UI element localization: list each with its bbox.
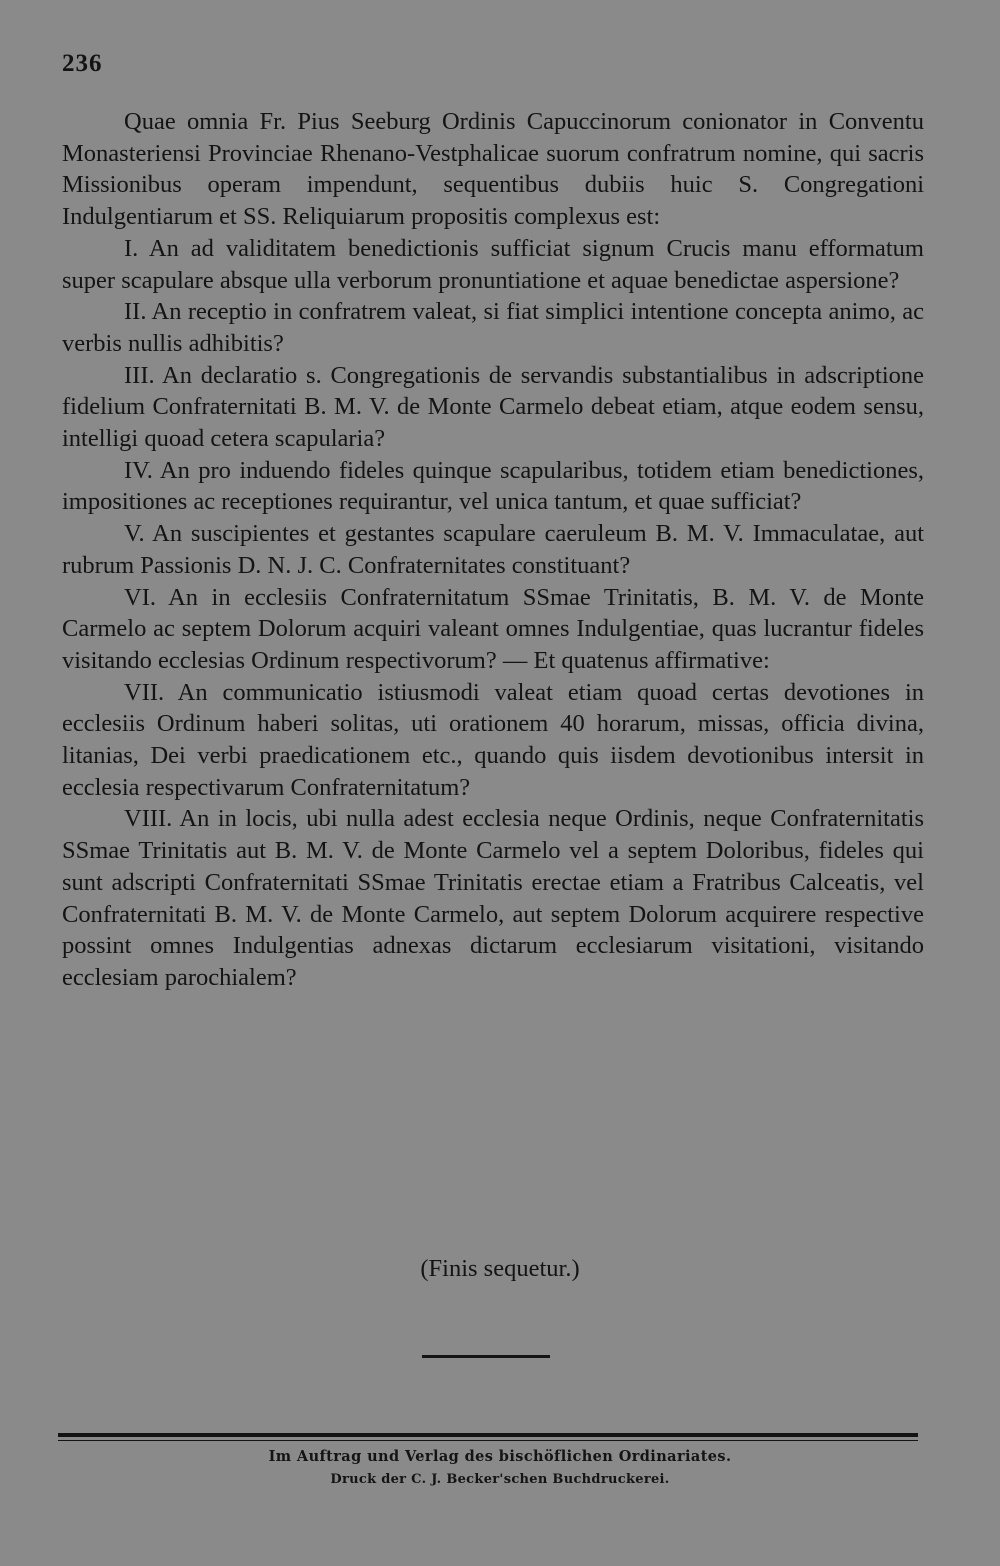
footer-rule-thin (58, 1440, 918, 1441)
closing-note: (Finis sequetur.) (420, 1255, 580, 1282)
question-5-paragraph: V. An suscipientes et gestantes scapulare caeruleum B. M. V. Immaculatae, aut rubrum Passionis D. N. J. C. Confraternitates constituant? (62, 520, 924, 579)
imprint-printer-line: Druck der C. J. Becker'schen Buchdruckerei. (330, 1472, 670, 1487)
body-text (62, 106, 924, 994)
question-3-paragraph: III. An declaratio s. Congregationis de servandis substantialibus in adscriptione fidelium Confraternitati B. M. V. de Monte Carmelo debeat etiam, atque eodem sensu, intelligi quoad cetera scapularia? (62, 361, 924, 453)
question-1-paragraph: I. An ad validitatem benedictionis sufficiat signum Crucis manu efformatum super scapulare absque ulla verborum pronuntiatione et aquae benedictae aspersione? (62, 234, 924, 294)
footer-rule-thick (58, 1433, 918, 1437)
page-number: 236 (62, 50, 103, 77)
question-6-paragraph: VI. An in ecclesiis Confraternitatum SSmae Trinitatis, B. M. V. de Monte Carmelo ac septem Dolorum acquiri valeant omnes Indulgentiae, quas lucrantur fideles visitando ecclesias Ordinum respectivorum? — Et quatenus affirmative: (62, 583, 924, 674)
question-7-paragraph: VII. An communicatio istiusmodi valeat etiam quoad certas devotiones in ecclesiis Ordinum haberi solitas, uti orationem 40 horarum, missas, officia divina, litanias, Dei verbi praedicationem etc., quando quis iisdem devotionibus intersit in ecclesia respectivarum Confraternitatum? (62, 678, 924, 801)
short-divider (422, 1355, 550, 1358)
imprint-publisher-line: Im Auftrag und Verlag des bischöflichen Ordinariates. (268, 1448, 732, 1465)
question-2-paragraph: II. An receptio in confratrem valeat, si fiat simplici intentione concepta animo, ac verbis nullis adhibitis? (62, 298, 924, 357)
question-8-paragraph: VIII. An in locis, ubi nulla adest ecclesia neque Ordinis, neque Confraternitatis SSmae Trinitatis aut B. M. V. de Monte Carmelo vel a septem Doloribus, fideles qui sunt adscripti Confraternitati SSmae Trinitatis erectae etiam a Fratribus Calceatis, vel Confraternitati B. M. V. de Monte Carmelo, aut septem Dolorum acquirere respective possint omnes Indulgentias adnexas dictarum ecclesiarum visitationi, visitando ecclesiam parochialem? (62, 805, 924, 991)
question-4-paragraph: IV. An pro induendo fideles quinque scapularibus, totidem etiam benedictiones, impositiones ac receptiones requirantur, vel unica tantum, et quae sufficiat? (62, 456, 924, 516)
intro-paragraph: Quae omnia Fr. Pius Seeburg Ordinis Capuccinorum conionator in Conventu Monasteriensi Provinciae Rhenano-Vestphalicae suorum confratrum nomine, qui sacris Missionibus operam impendunt, sequentibus dubiis huic S. Congregationi Indulgentiarum et SS. Reliquiarum propositis complexus est: (62, 108, 924, 231)
